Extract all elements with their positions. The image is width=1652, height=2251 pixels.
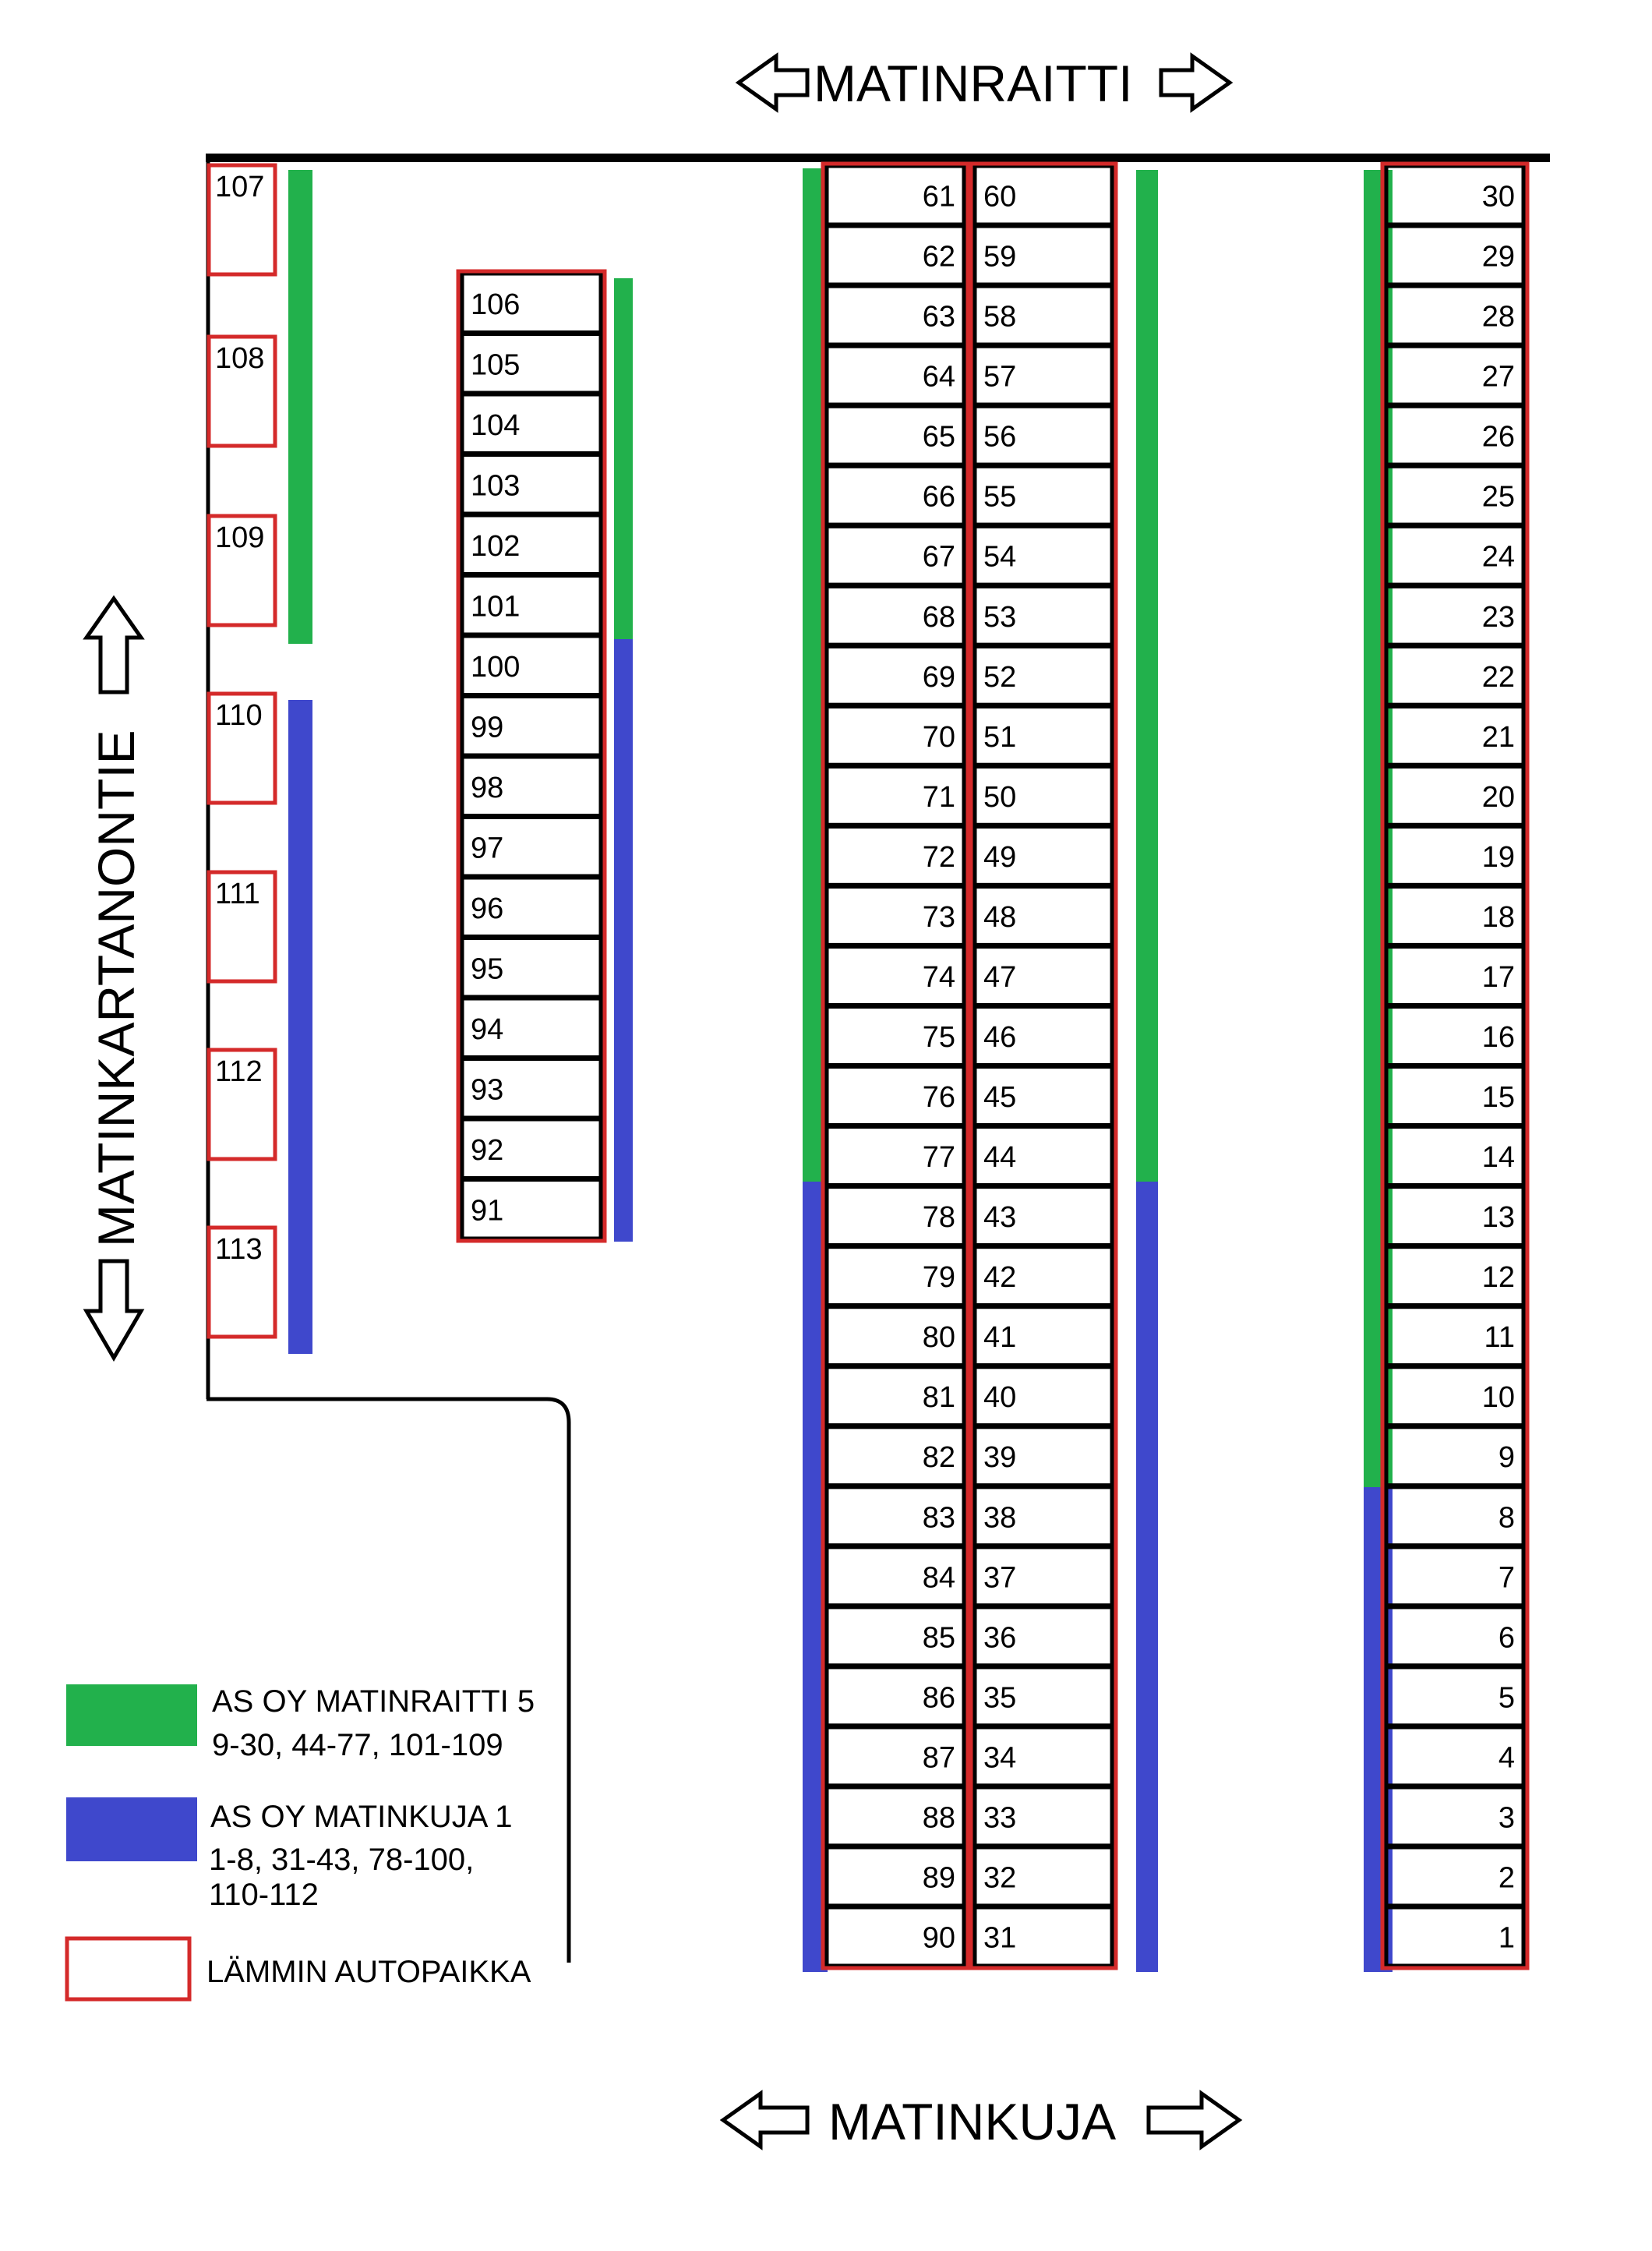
parking-slot[interactable]: [461, 1118, 602, 1179]
slot-number: 93: [471, 1073, 504, 1107]
slot-number: 79: [922, 1261, 955, 1295]
parking-slot[interactable]: [461, 635, 602, 696]
slot-column-right: [1382, 164, 1527, 1968]
parking-slot[interactable]: [826, 645, 965, 705]
parking-slot[interactable]: [974, 1666, 1113, 1726]
slot-number: 110: [215, 699, 263, 732]
parking-slot[interactable]: [461, 334, 602, 394]
parking-slot[interactable]: [974, 1366, 1113, 1426]
slot-number: 17: [1481, 960, 1515, 994]
parking-slot[interactable]: [461, 1179, 602, 1240]
slot-number: 67: [922, 540, 955, 574]
parking-slot[interactable]: [1385, 405, 1524, 465]
legend-blue-line-1: 1-8, 31-43, 78-100,: [209, 1843, 475, 1877]
parking-slot[interactable]: [826, 945, 965, 1005]
parking-slot[interactable]: [1385, 225, 1524, 285]
road-bottom-right-arrow-icon: [1149, 2094, 1239, 2147]
slot-number: 50: [983, 780, 1017, 814]
parking-slot[interactable]: [1385, 285, 1524, 345]
road-top: [739, 55, 1230, 112]
slot-number: 14: [1481, 1141, 1515, 1175]
slot-number: 63: [922, 300, 955, 334]
slot-number: 8: [1498, 1501, 1515, 1535]
parking-slot[interactable]: [826, 1005, 965, 1065]
parking-slot[interactable]: [1385, 1546, 1524, 1606]
slot-number: 5: [1498, 1681, 1515, 1715]
parking-slot[interactable]: [826, 1246, 965, 1306]
parking-slot[interactable]: [974, 225, 1113, 285]
slot-number: 113: [215, 1233, 263, 1266]
parking-slot[interactable]: [974, 1786, 1113, 1846]
parking-slot[interactable]: [461, 575, 602, 636]
slot-number: 25: [1481, 480, 1515, 514]
slot-number: 37: [983, 1561, 1017, 1595]
slot-number: 48: [983, 900, 1017, 934]
parking-slot[interactable]: [974, 705, 1113, 765]
bar-green-mid-r: [1136, 170, 1158, 1182]
parking-slot[interactable]: [1385, 825, 1524, 885]
parking-slot[interactable]: [1385, 465, 1524, 525]
slot-number: 64: [922, 360, 955, 394]
slot-number: 7: [1498, 1561, 1515, 1595]
legend-warm-swatch: [67, 1938, 189, 1999]
slot-number: 106: [471, 288, 521, 321]
parking-slot[interactable]: [461, 696, 602, 757]
slot-number: 98: [471, 771, 504, 804]
parking-slot[interactable]: [826, 1306, 965, 1366]
parking-slot[interactable]: [826, 1486, 965, 1546]
slot-number: 107: [215, 171, 265, 203]
legend-blue-title: AS OY MATINKUJA 1: [210, 1800, 513, 1834]
slot-number: 97: [471, 832, 504, 865]
slot-column-mid-right: [971, 164, 1116, 1968]
slot-number: 90: [922, 1921, 955, 1955]
parking-slot[interactable]: [974, 405, 1113, 465]
parking-slot[interactable]: [209, 337, 275, 446]
slot-number: 92: [471, 1133, 504, 1167]
slot-number: 30: [1481, 180, 1515, 214]
parking-slot[interactable]: [461, 273, 602, 334]
slot-column-left: [458, 271, 605, 1241]
parking-slot[interactable]: [974, 525, 1113, 585]
slot-number: 1: [1498, 1921, 1515, 1955]
slot-number: 9: [1498, 1441, 1515, 1475]
slot-number: 66: [922, 480, 955, 514]
slot-number: 68: [922, 600, 955, 634]
parking-slot[interactable]: [826, 585, 965, 645]
parking-slot[interactable]: [974, 825, 1113, 885]
slot-number: 20: [1481, 780, 1515, 814]
slot-number: 24: [1481, 540, 1515, 574]
road-top-label: MATINRAITTI: [814, 55, 1133, 112]
slot-number: 15: [1481, 1081, 1515, 1115]
slot-number: 19: [1481, 840, 1515, 874]
slot-number: 83: [922, 1501, 955, 1535]
slot-number: 39: [983, 1441, 1017, 1475]
parking-slot[interactable]: [1385, 165, 1524, 225]
slot-number: 89: [922, 1861, 955, 1895]
slot-number: 61: [922, 180, 955, 214]
slot-number: 70: [922, 720, 955, 754]
parking-slot[interactable]: [974, 1005, 1113, 1065]
slot-number: 23: [1481, 600, 1515, 634]
parking-slot[interactable]: [1385, 1486, 1524, 1546]
parking-slot[interactable]: [1385, 1246, 1524, 1306]
slot-number: 84: [922, 1561, 955, 1595]
slot-number: 95: [471, 952, 504, 986]
parking-slot[interactable]: [826, 1906, 965, 1967]
parking-slot[interactable]: [974, 465, 1113, 525]
slot-number: 72: [922, 840, 955, 874]
slot-number: 76: [922, 1081, 955, 1115]
bar-blue-left: [614, 639, 633, 1242]
parking-slot[interactable]: [974, 1066, 1113, 1126]
parking-slot[interactable]: [826, 1426, 965, 1486]
slot-number: 56: [983, 420, 1017, 454]
slot-number: 3: [1498, 1801, 1515, 1835]
parking-slot[interactable]: [826, 1546, 965, 1606]
legend-blue-swatch: [66, 1797, 197, 1861]
parking-slot[interactable]: [1385, 1606, 1524, 1666]
parking-slot[interactable]: [826, 825, 965, 885]
parking-slot[interactable]: [974, 945, 1113, 1005]
parking-slot[interactable]: [461, 817, 602, 878]
parking-slot[interactable]: [974, 1486, 1113, 1546]
slot-number: 34: [983, 1741, 1017, 1775]
parking-slot[interactable]: [1385, 885, 1524, 945]
parking-slot[interactable]: [461, 998, 602, 1058]
slot-number: 105: [471, 348, 521, 382]
parking-slot[interactable]: [209, 516, 275, 625]
parking-slot[interactable]: [826, 345, 965, 405]
parking-slot[interactable]: [1385, 345, 1524, 405]
slot-number: 88: [922, 1801, 955, 1835]
slot-number: 103: [471, 469, 521, 503]
slot-number: 42: [983, 1261, 1017, 1295]
parking-slot[interactable]: [1385, 1726, 1524, 1786]
slot-number: 59: [983, 240, 1017, 274]
bar-green-far-left: [288, 170, 312, 644]
slot-number: 43: [983, 1201, 1017, 1235]
slot-number: 69: [922, 660, 955, 694]
slot-number: 57: [983, 360, 1017, 394]
parking-slot[interactable]: [974, 1126, 1113, 1186]
parking-slot[interactable]: [1385, 1306, 1524, 1366]
parking-slot[interactable]: [1385, 1786, 1524, 1846]
slot-number: 31: [983, 1921, 1017, 1955]
slot-number: 38: [983, 1501, 1017, 1535]
slot-number: 78: [922, 1201, 955, 1235]
legend-green-title: AS OY MATINRAITTI 5: [212, 1684, 535, 1719]
parking-slot[interactable]: [974, 765, 1113, 825]
legend-warm-title: LÄMMIN AUTOPAIKKA: [206, 1955, 531, 1989]
parking-slot[interactable]: [826, 405, 965, 465]
slot-number: 21: [1481, 720, 1515, 754]
parking-slot[interactable]: [974, 1906, 1113, 1967]
parking-slot[interactable]: [1385, 1066, 1524, 1126]
parking-slot[interactable]: [1385, 1005, 1524, 1065]
bar-blue-mid-r: [1136, 1182, 1158, 1972]
parking-slot[interactable]: [1385, 945, 1524, 1005]
slot-number: 71: [922, 780, 955, 814]
slot-number: 29: [1481, 240, 1515, 274]
parking-slot[interactable]: [1385, 1666, 1524, 1726]
parking-slot[interactable]: [826, 1846, 965, 1906]
parking-slot[interactable]: [1385, 705, 1524, 765]
slot-number: 62: [922, 240, 955, 274]
slot-number: 112: [215, 1055, 263, 1088]
parking-slot[interactable]: [974, 1606, 1113, 1666]
slot-number: 36: [983, 1621, 1017, 1655]
parking-slot[interactable]: [1385, 765, 1524, 825]
parking-slot[interactable]: [1385, 1906, 1524, 1967]
parking-slot[interactable]: [1385, 1186, 1524, 1246]
road-bottom: [723, 2093, 1239, 2150]
parking-slot[interactable]: [826, 1666, 965, 1726]
slot-number: 55: [983, 480, 1017, 514]
parking-slot[interactable]: [974, 1546, 1113, 1606]
slot-number: 81: [922, 1381, 955, 1415]
parking-slot[interactable]: [826, 1366, 965, 1426]
road-bottom-left-arrow-icon: [723, 2094, 807, 2147]
slot-number: 75: [922, 1020, 955, 1054]
legend-green-line: 9-30, 44-77, 101-109: [212, 1728, 503, 1762]
slot-number: 58: [983, 300, 1017, 334]
parking-slot[interactable]: [974, 1426, 1113, 1486]
slot-number: 108: [215, 342, 265, 375]
legend-green-swatch: [66, 1684, 197, 1746]
parking-slot[interactable]: [1385, 585, 1524, 645]
parking-slot[interactable]: [209, 1228, 275, 1337]
parking-slot[interactable]: [974, 1306, 1113, 1366]
slot-number: 74: [922, 960, 955, 994]
slot-number: 80: [922, 1321, 955, 1355]
slot-number: 73: [922, 900, 955, 934]
legend-blue-line-2: 110-112: [209, 1878, 319, 1912]
parking-slot[interactable]: [1385, 1846, 1524, 1906]
parking-slot[interactable]: [461, 756, 602, 817]
parking-slot[interactable]: [826, 1606, 965, 1666]
slot-number: 94: [471, 1012, 504, 1046]
slot-number: 60: [983, 180, 1017, 214]
slot-number: 51: [983, 720, 1017, 754]
slot-number: 13: [1481, 1201, 1515, 1235]
slot-number: 32: [983, 1861, 1017, 1895]
parking-slot[interactable]: [461, 877, 602, 938]
road-top-left-arrow-icon: [739, 56, 807, 109]
road-top-right-arrow-icon: [1161, 56, 1230, 109]
parking-slot[interactable]: [461, 394, 602, 454]
slot-number: 109: [215, 521, 265, 554]
slot-number: 33: [983, 1801, 1017, 1835]
road-left-label: MATINKARTANONTIE: [87, 730, 145, 1247]
bar-green-left: [614, 278, 633, 639]
slot-number: 46: [983, 1020, 1017, 1054]
parking-slot[interactable]: [209, 165, 275, 274]
parking-slot[interactable]: [826, 1126, 965, 1186]
slot-number: 102: [471, 529, 521, 563]
parking-slot[interactable]: [209, 872, 275, 981]
parking-slot[interactable]: [826, 1786, 965, 1846]
parking-slot[interactable]: [826, 165, 965, 225]
parking-slot[interactable]: [974, 1246, 1113, 1306]
slot-number: 27: [1481, 360, 1515, 394]
slot-number: 47: [983, 960, 1017, 994]
parking-slot[interactable]: [826, 525, 965, 585]
slot-number: 2: [1498, 1861, 1515, 1895]
parking-slot[interactable]: [826, 1186, 965, 1246]
road-left-up-arrow-icon: [86, 599, 141, 692]
slot-number: 85: [922, 1621, 955, 1655]
parking-slot[interactable]: [461, 1058, 602, 1119]
slot-number: 54: [983, 540, 1017, 574]
slot-number: 65: [922, 420, 955, 454]
slot-number: 44: [983, 1141, 1017, 1175]
slot-number: 28: [1481, 300, 1515, 334]
road-bottom-label: MATINKUJA: [828, 2093, 1117, 2150]
slot-number: 12: [1481, 1261, 1515, 1295]
slot-number: 111: [215, 878, 260, 910]
parking-slot[interactable]: [1385, 1366, 1524, 1426]
slot-number: 104: [471, 408, 521, 442]
slot-number: 18: [1481, 900, 1515, 934]
parking-slot[interactable]: [1385, 645, 1524, 705]
slot-column-mid-left: [823, 164, 968, 1968]
slot-number: 11: [1484, 1321, 1515, 1355]
slot-number: 99: [471, 711, 504, 744]
slot-number: 82: [922, 1441, 955, 1475]
slot-number: 10: [1481, 1381, 1515, 1415]
parking-slot[interactable]: [974, 285, 1113, 345]
parking-slot[interactable]: [974, 165, 1113, 225]
slot-number: 96: [471, 892, 504, 925]
slot-number: 26: [1481, 420, 1515, 454]
parking-slot[interactable]: [974, 1186, 1113, 1246]
slot-number: 100: [471, 650, 521, 684]
parking-slot[interactable]: [461, 938, 602, 998]
parking-slot[interactable]: [826, 1066, 965, 1126]
legend: [66, 1684, 535, 1999]
parking-slot[interactable]: [826, 465, 965, 525]
parking-slot[interactable]: [826, 765, 965, 825]
slot-number: 40: [983, 1381, 1017, 1415]
slot-number: 6: [1498, 1621, 1515, 1655]
parking-slot[interactable]: [1385, 1126, 1524, 1186]
parking-slot[interactable]: [974, 345, 1113, 405]
parking-slot[interactable]: [826, 1726, 965, 1786]
slot-number: 22: [1481, 660, 1515, 694]
slot-number: 53: [983, 600, 1017, 634]
parking-slot[interactable]: [461, 454, 602, 515]
slot-number: 45: [983, 1081, 1017, 1115]
slot-number: 41: [983, 1321, 1017, 1355]
slot-number: 4: [1498, 1741, 1515, 1775]
parking-slot[interactable]: [209, 694, 275, 803]
parking-slot[interactable]: [974, 1846, 1113, 1906]
slot-number: 35: [983, 1681, 1017, 1715]
parking-slot[interactable]: [974, 645, 1113, 705]
slot-number: 91: [471, 1194, 504, 1228]
slot-number: 16: [1481, 1020, 1515, 1054]
parking-slot[interactable]: [461, 514, 602, 575]
parking-slot[interactable]: [826, 285, 965, 345]
slot-number: 86: [922, 1681, 955, 1715]
slot-number: 101: [471, 590, 521, 624]
parking-slot[interactable]: [1385, 525, 1524, 585]
parking-slot[interactable]: [826, 705, 965, 765]
parking-slot[interactable]: [974, 1726, 1113, 1786]
slot-number: 52: [983, 660, 1017, 694]
parking-slot[interactable]: [974, 885, 1113, 945]
slot-number: 77: [922, 1141, 955, 1175]
parking-slot[interactable]: [209, 1050, 275, 1159]
parking-slot[interactable]: [826, 225, 965, 285]
slot-number: 49: [983, 840, 1017, 874]
road-left-down-arrow-icon: [86, 1261, 141, 1358]
parking-slot[interactable]: [1385, 1426, 1524, 1486]
road-left: [86, 599, 145, 1358]
parking-slot[interactable]: [826, 885, 965, 945]
bar-blue-far-left: [288, 700, 312, 1354]
slot-column-far-left: [209, 165, 275, 1337]
parking-slot[interactable]: [974, 585, 1113, 645]
slot-number: 87: [922, 1741, 955, 1775]
